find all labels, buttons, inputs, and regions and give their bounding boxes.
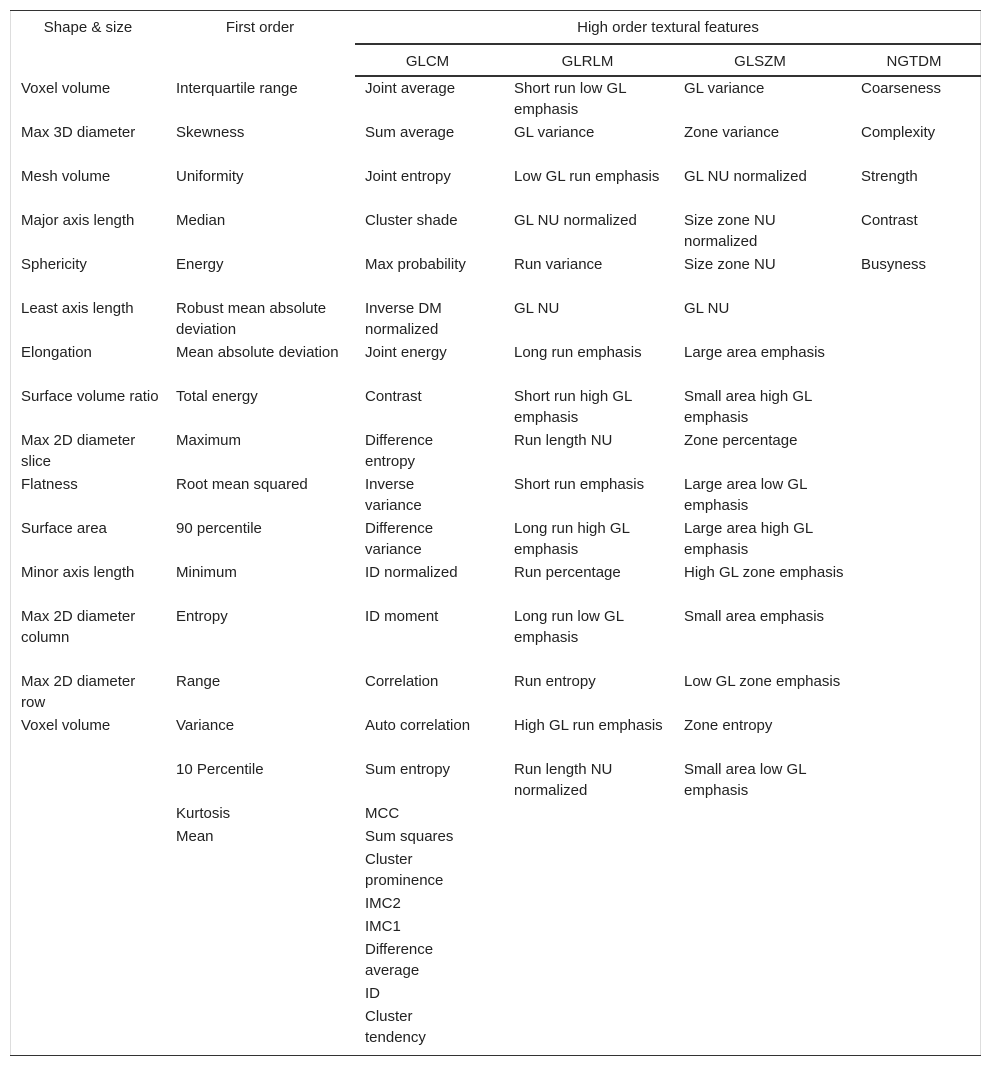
table-cell-first: Entropy — [176, 608, 228, 625]
table-cell-glrlm: Long run emphasis — [514, 344, 642, 361]
table-cell-glrlm: Run length NU normalized — [514, 761, 613, 799]
table-cell-glszm: Small area emphasis — [684, 608, 825, 625]
table-cell-shape: Max 2D diameter row — [21, 673, 136, 711]
table-cell-glcm: Auto correlation — [365, 717, 471, 734]
table-cell-first: Uniformity — [176, 168, 244, 185]
table-cell-glcm: Inverse variance — [365, 476, 422, 514]
table-cell-glrlm: Run percentage — [514, 564, 621, 581]
table-cell-shape: Mesh volume — [21, 168, 111, 185]
table-bottom-rule — [10, 1055, 981, 1056]
table-cell-glszm: GL variance — [684, 80, 765, 97]
table-cell-glszm: Large area emphasis — [684, 344, 825, 361]
table-cell-glszm: Zone variance — [684, 124, 780, 141]
table-cell-first: Root mean squared — [176, 476, 308, 493]
table-cell-glcm: ID moment — [365, 608, 439, 625]
table-cell-shape: Max 2D diameter column — [21, 608, 136, 646]
table-top-rule — [10, 10, 981, 11]
table-cell-first: Range — [176, 673, 221, 690]
table-cell-glrlm: Run entropy — [514, 673, 596, 690]
table-cell-glszm: GL NU normalized — [684, 168, 807, 185]
table-cell-glcm: Correlation — [365, 673, 439, 690]
table-cell-ngtdm: Strength — [861, 168, 918, 185]
table-cell-ngtdm: Contrast — [861, 212, 918, 229]
header-first-order: First order — [225, 19, 295, 36]
table-cell-glcm: Cluster tendency — [365, 1008, 426, 1046]
table-cell-glrlm: Short run emphasis — [514, 476, 645, 493]
table-cell-glcm: Max probability — [365, 256, 466, 273]
table-cell-shape: Flatness — [21, 476, 78, 493]
table-cell-glszm: GL NU — [684, 300, 730, 317]
table-cell-glcm: Difference average — [365, 941, 434, 979]
table-cell-shape: Minor axis length — [21, 564, 135, 581]
table-cell-glszm: High GL zone emphasis — [684, 564, 844, 581]
table-cell-shape: Surface volume ratio — [21, 388, 159, 405]
table-cell-first: Median — [176, 212, 226, 229]
table-cell-glcm: Sum average — [365, 124, 455, 141]
header-glrlm: GLRLM — [561, 53, 614, 70]
table-cell-shape: Voxel volume — [21, 717, 111, 734]
table-cell-glszm: Large area high GL emphasis — [684, 520, 813, 558]
table-cell-shape: Sphericity — [21, 256, 87, 273]
table-cell-glcm: Difference variance — [365, 520, 434, 558]
table-cell-shape: Elongation — [21, 344, 92, 361]
subheader-rule — [355, 75, 981, 77]
table-cell-first: Variance — [176, 717, 235, 734]
table-cell-first: Energy — [176, 256, 224, 273]
table-cell-ngtdm: Coarseness — [861, 80, 942, 97]
table-cell-first: Mean — [176, 828, 214, 845]
table-cell-ngtdm: Complexity — [861, 124, 936, 141]
table-cell-glszm: Zone entropy — [684, 717, 773, 734]
table-cell-glcm: Difference entropy — [365, 432, 434, 470]
table-cell-glcm: MCC — [365, 805, 400, 822]
table-cell-glcm: Contrast — [365, 388, 422, 405]
table-cell-glrlm: High GL run emphasis — [514, 717, 663, 734]
table-cell-glrlm: Long run low GL emphasis — [514, 608, 624, 646]
table-cell-glrlm: GL NU — [514, 300, 560, 317]
table-cell-shape: Max 2D diameter slice — [21, 432, 136, 470]
table-cell-shape: Voxel volume — [21, 80, 111, 97]
table-cell-glcm: IMC2 — [365, 895, 401, 912]
table-cell-glcm: Cluster prominence — [365, 851, 444, 889]
table-cell-glcm: Inverse DM normalized — [365, 300, 442, 338]
table-cell-glszm: Size zone NU — [684, 256, 776, 273]
table-cell-glcm: Sum squares — [365, 828, 454, 845]
table-cell-glrlm: Run length NU — [514, 432, 613, 449]
table-cell-first: Minimum — [176, 564, 237, 581]
table-cell-glszm: Large area low GL emphasis — [684, 476, 807, 514]
table-cell-glcm: ID — [365, 985, 380, 1002]
table-cell-glszm: Size zone NU normalized — [684, 212, 776, 250]
table-cell-first: Skewness — [176, 124, 245, 141]
table-cell-glcm: Sum entropy — [365, 761, 451, 778]
table-cell-glcm: Joint energy — [365, 344, 447, 361]
header-shape-size: Shape & size — [43, 19, 133, 36]
table-cell-first: Maximum — [176, 432, 242, 449]
header-high-order-textural-features: High order textural features — [577, 19, 759, 36]
table-cell-glcm: Joint entropy — [365, 168, 451, 185]
header-glszm: GLSZM — [734, 53, 786, 70]
table-cell-glrlm: Long run high GL emphasis — [514, 520, 630, 558]
table-cell-glszm: Low GL zone emphasis — [684, 673, 841, 690]
table-cell-shape: Max 3D diameter — [21, 124, 136, 141]
table-cell-shape: Major axis length — [21, 212, 135, 229]
header-glcm: GLCM — [405, 53, 450, 70]
table-cell-glcm: Cluster shade — [365, 212, 458, 229]
table-cell-first: Kurtosis — [176, 805, 231, 822]
table-cell-glrlm: Low GL run emphasis — [514, 168, 660, 185]
table-cell-shape: Surface area — [21, 520, 107, 537]
table-cell-glcm: ID normalized — [365, 564, 458, 581]
table-cell-first: 10 Percentile — [176, 761, 264, 778]
table-cell-glrlm: Run variance — [514, 256, 603, 273]
group-header-rule — [355, 43, 981, 45]
table-cell-glszm: Small area high GL emphasis — [684, 388, 812, 426]
table-cell-first: Interquartile range — [176, 80, 298, 97]
table-cell-glcm: IMC1 — [365, 918, 401, 935]
table-cell-first: Mean absolute deviation — [176, 344, 339, 361]
header-ngtdm: NGTDM — [886, 53, 942, 70]
table-cell-first: 90 percentile — [176, 520, 262, 537]
table-cell-glrlm: GL NU normalized — [514, 212, 637, 229]
table-cell-first: Robust mean absolute deviation — [176, 300, 327, 338]
table-cell-glcm: Joint average — [365, 80, 456, 97]
table-cell-shape: Least axis length — [21, 300, 134, 317]
table-cell-glrlm: Short run low GL emphasis — [514, 80, 626, 118]
table-cell-glrlm: Short run high GL emphasis — [514, 388, 632, 426]
table-cell-first: Total energy — [176, 388, 258, 405]
table-cell-glrlm: GL variance — [514, 124, 595, 141]
table-cell-glszm: Small area low GL emphasis — [684, 761, 806, 799]
table-cell-glszm: Zone percentage — [684, 432, 798, 449]
table-cell-ngtdm: Busyness — [861, 256, 927, 273]
